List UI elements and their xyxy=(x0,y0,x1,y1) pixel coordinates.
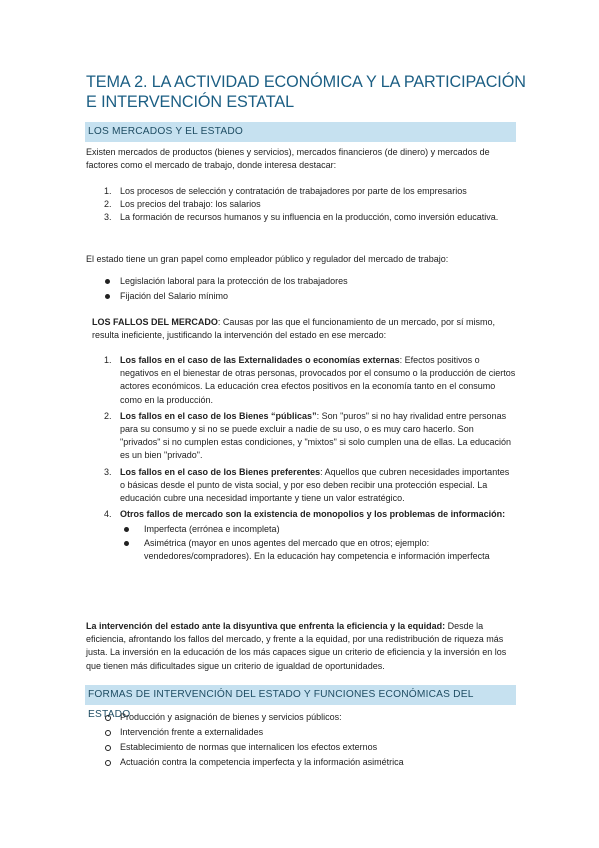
fallos-list xyxy=(86,354,516,563)
list-item: 2. Los fallos en el caso de los Bienes “públicas”: Son "puros" si no hay rivalidad entre personas para su consumo y si no se puede excluir a nadie de su uso, o es muy caro hacerlo. Son "privados" si no cumplen estas condiciones, y "mixtos" si solo cumplen una de ellas. La educación es un bien "privado". xyxy=(104,410,511,461)
page-title: TEMA 2. LA ACTIVIDAD ECONÓMICA Y LA PARTICIPACIÓN E INTERVENCIÓN ESTATAL xyxy=(86,73,526,111)
intervencion-paragraph: La intervención del estado ante la disyuntiva que enfrenta la eficiencia y la equidad: Desde la eficiencia, afrontando los fallos del mercado, y frente a la equidad, por una redistribución de riqueza más justa. La inversión en la educación de los más capaces sigue un criterio de eficiencia y la inversión en los que tienen más dificultades sigue un criterio de igualdad de oportunidades. xyxy=(86,621,507,671)
list-item: 3. Los fallos en el caso de los Bienes preferentes: Aquellos que cubren necesidades importantes o básicas desde el punto de vista social, y por eso deben recibir una protección especial. La educación cubre una necesidad importante y tiene un valor estratégico. xyxy=(104,466,510,504)
list-item: 1. Los fallos en el caso de las Externalidades o economías externas: Efectos positivos o negativos en el bienestar de otras personas, provocados por el consumo o la producción de ciertos actores económicos. La educación crea efectos positivos en la economía tanto en el consumo como en la producción. xyxy=(104,355,516,405)
estado-bullets xyxy=(86,274,516,304)
list-item: 2. Los precios del trabajo: los salarios xyxy=(104,199,261,210)
mercado-trabajo-list xyxy=(86,185,516,225)
intro-paragraph: Existen mercados de productos (bienes y servicios), mercados financieros (de dinero) y mercados de factores como el mercado de trabajo, donde interesa destacar: xyxy=(86,147,490,171)
bullet-icon xyxy=(105,279,110,284)
list-item: Legislación laboral para la protección de los trabajadores xyxy=(86,274,516,289)
bullet-icon xyxy=(124,541,129,546)
fallos-paragraph: LOS FALLOS DEL MERCADO: Causas por las que el funcionamiento de un mercado, por sí mismo, resulta ineficiente, justificando la intervención del estado en ese mercado: xyxy=(92,317,495,341)
list-item: Establecimiento de normas que internalicen los efectos externos xyxy=(86,740,516,755)
circle-bullet-icon xyxy=(105,730,111,736)
estado-paragraph: El estado tiene un gran papel como empleador público y regulador del mercado de trabajo: xyxy=(86,254,449,264)
section-heading-formas: FORMAS DE INTERVENCIÓN DEL ESTADO Y FUNCIONES ECONÓMICAS DEL ESTADO xyxy=(85,685,516,705)
section-heading-mercados: LOS MERCADOS Y EL ESTADO xyxy=(85,122,516,142)
list-item: Intervención frente a externalidades xyxy=(86,725,516,740)
list-item: 3. La formación de recursos humanos y su influencia en la producción, como inversión educativa. xyxy=(104,212,499,223)
bullet-icon xyxy=(124,527,129,532)
list-item: Asimétrica (mayor en unos agentes del mercado que en otros; ejemplo: vendedores/compradores). En la educación hay competencia e información imperfecta xyxy=(120,537,516,563)
fallos-title: LOS FALLOS DEL MERCADO xyxy=(92,317,218,327)
list-item: 4. Otros fallos de mercado son la existencia de monopolios y los problemas de información: Imperfecta (errónea e incompleta) Asimétrica (mayor en unos agentes del mercado que en otros; ejemplo: vendedores/compradores). En la educación hay competencia e información imperfecta xyxy=(86,508,516,563)
list-item: Fijación del Salario mínimo xyxy=(86,289,516,304)
circle-bullet-icon xyxy=(105,715,111,721)
circle-bullet-icon xyxy=(105,745,111,751)
list-item: Imperfecta (errónea e incompleta) xyxy=(120,523,516,536)
informacion-sublist xyxy=(120,523,516,563)
formas-list xyxy=(86,710,516,770)
list-item: Producción y asignación de bienes y servicios públicos: xyxy=(86,710,516,725)
circle-bullet-icon xyxy=(105,760,111,766)
list-item: 1. Los procesos de selección y contratación de trabajadores por parte de los empresarios xyxy=(104,186,467,196)
bullet-icon xyxy=(105,294,110,299)
list-item: Actuación contra la competencia imperfecta y la información asimétrica xyxy=(86,755,516,770)
